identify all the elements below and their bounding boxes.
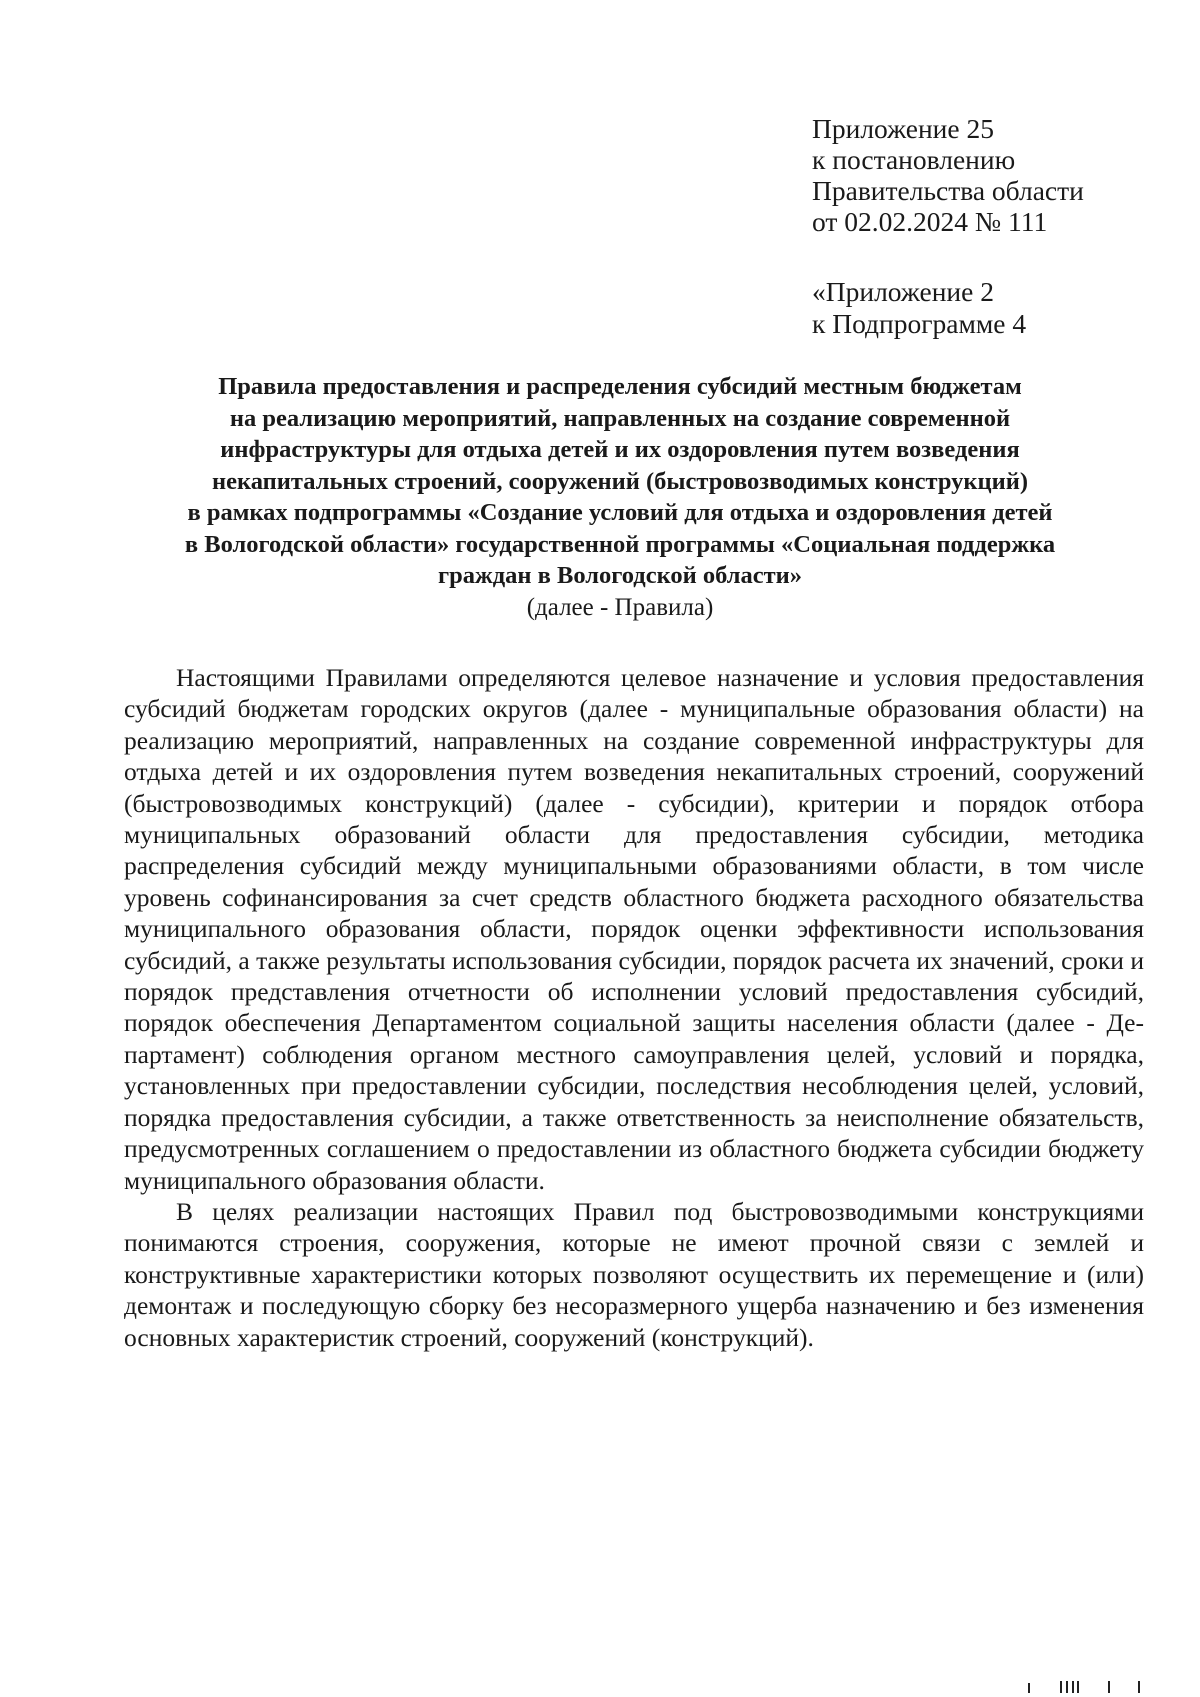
appendix-header — [812, 113, 1142, 237]
document-body — [124, 662, 1144, 1353]
title-line: некапитальных строений, сооружений (быстровозводимых конструкций) — [212, 467, 1028, 495]
document-title — [100, 371, 1140, 623]
appendix-line: Правительства области — [812, 175, 1084, 206]
title-line: на реализацию мероприятий, направленных на создание современной — [229, 404, 1011, 432]
title-line: граждан в Вологодской области» — [437, 562, 803, 589]
body-paragraph: Настоящими Правилами определяются целевое назначение и условия предоставления субсидий бюджетам городских округов (далее - муниципальные образования области) на реализацию мероприятий, направленных на создание современной инфраструктуры для отдыха детей и их оздоровления путем возведения некапитальных строений, сооружений (быстровозводимых конструкций) (далее - субсидии), критерии и порядок отбора муниципальных образований области для предоставления субсидии, методика распределения субсидий между муниципальными образованиями области, в том числе уровень софинансирования за счет средств областного бюджета расходного обязательства муниципального образования области, порядок оценки эффективности использования субсидий, а также результаты использования субсидии, порядок расчета их значений, сроки и порядок представления отчетности об исполнении условий предоставления субсидий, порядок обеспечения Департаментом социальной защиты населения области (далее - Департамент) соблюдения органом местного самоуправления целей, условий и порядка, установленных при предоставлении субсидии, последствия несоблюдения целей, условий, порядка предоставления субсидии, а также ответственность за неисполнение обязательств, предусмотренных соглашением о предоставлении из областного бюджета субсидии бюджету муниципального образования области. — [124, 663, 1144, 1195]
title-line: в Вологодской области» государственной программы «Социальная поддержка — [184, 530, 1056, 558]
body-paragraph: В целях реализации настоящих Правил под быстровозводимыми конструкциями понимаются строения, сооружения, которые не имеют прочной связи с землей и конструктивные характеристики которых позволяют осуществить их перемещение и (или) демонтаж и последующую сборку без несоразмерного ущерба назначению и без изменения основных характеристик строений, сооружений (конструкций). — [124, 1196, 1144, 1352]
sub-appendix-line: к Подпрограмме 4 — [812, 308, 1027, 339]
title-line: Правила предоставления и распределения субсидий местным бюджетам — [218, 373, 1022, 400]
scan-artifact — [1020, 1679, 1160, 1693]
title-subtitle: (далее - Правила) — [526, 593, 714, 621]
appendix-line: от 02.02.2024 № 111 — [812, 206, 1048, 237]
appendix-line: Приложение 25 — [812, 113, 994, 144]
title-line: в рамках подпрограммы «Создание условий для отдыха и оздоровления детей — [187, 499, 1053, 526]
sub-appendix-header — [812, 276, 1142, 340]
appendix-line: к постановлению — [812, 144, 1016, 175]
title-line: инфраструктуры для отдыха детей и их оздоровления путем возведения — [220, 436, 1020, 463]
sub-appendix-line: «Приложение 2 — [812, 276, 994, 307]
